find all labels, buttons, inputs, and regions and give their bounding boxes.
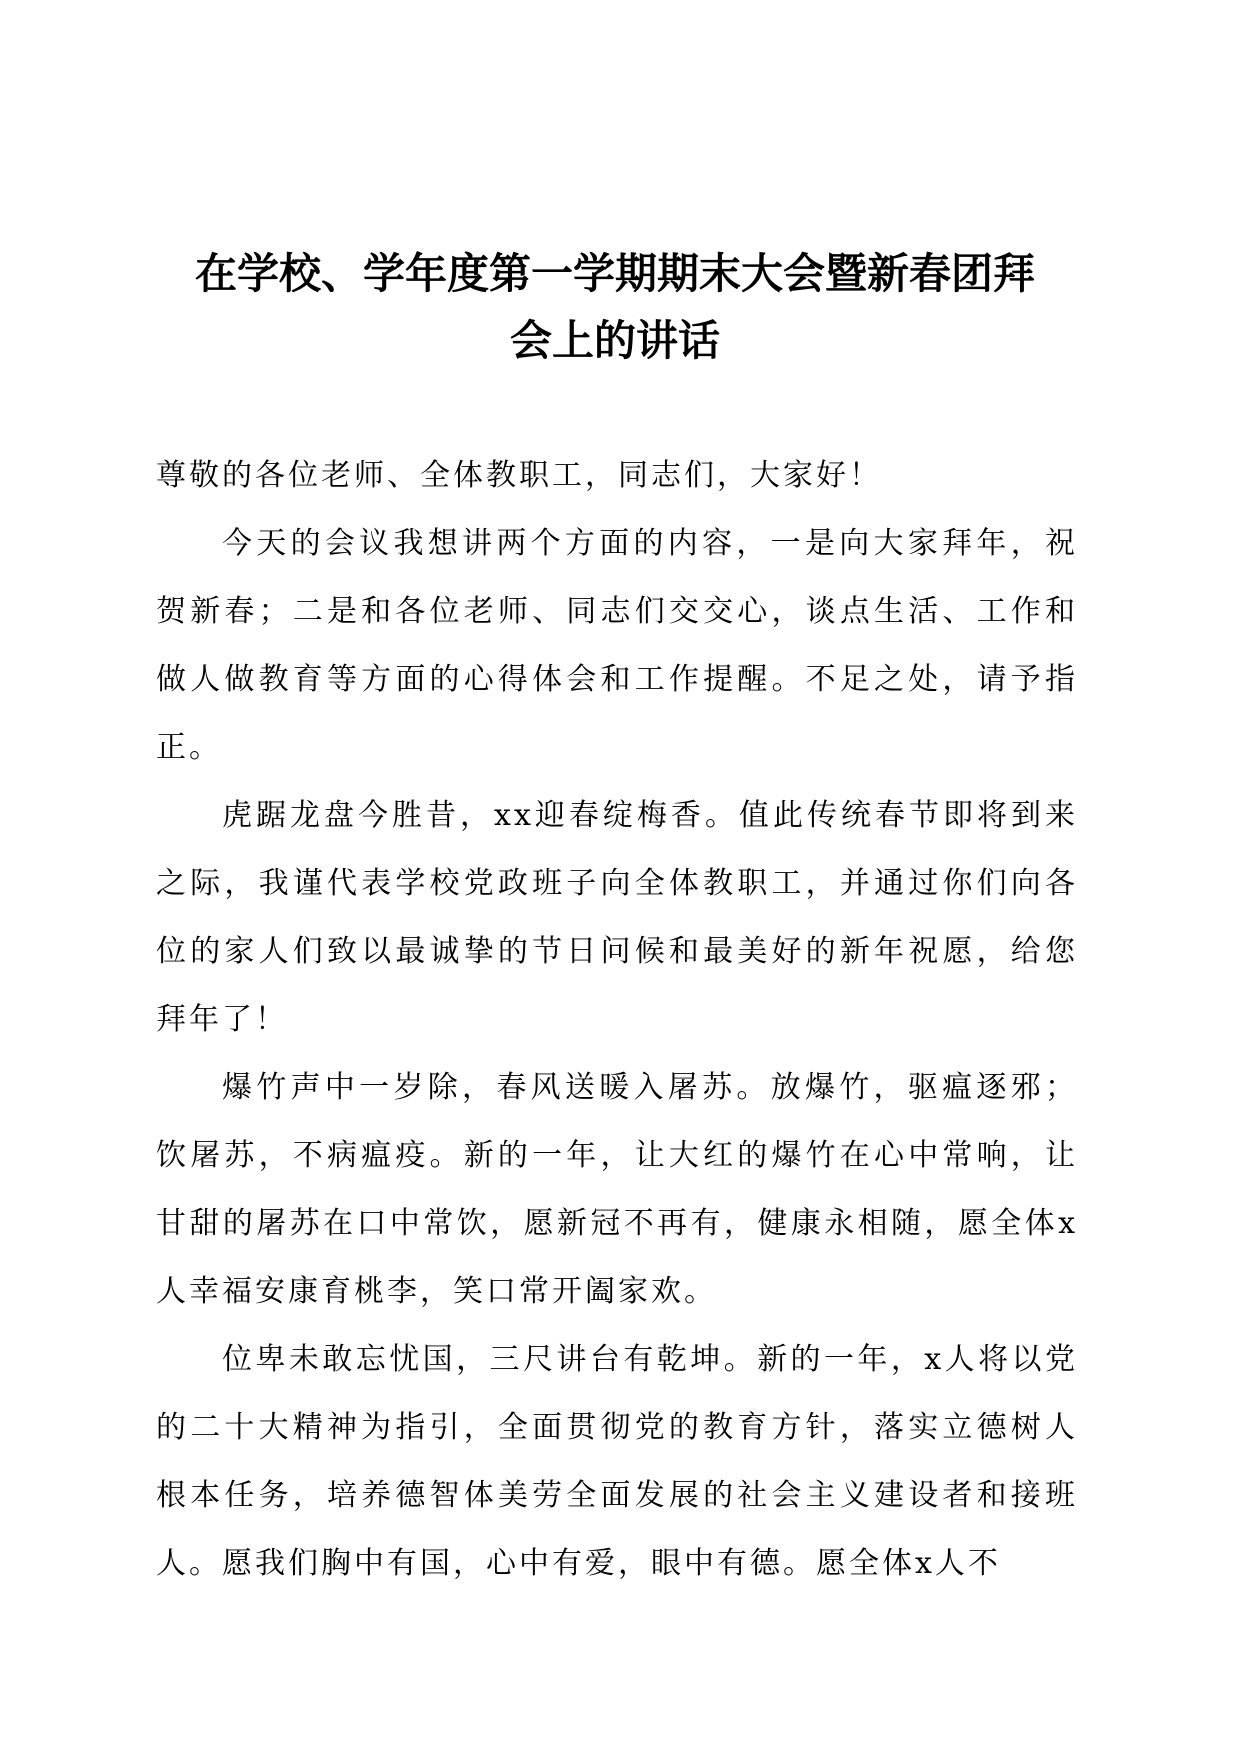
title-line-1: 在学校、学年度第一学期期末大会暨新春团拜 (194, 249, 1035, 298)
document-title (150, 240, 1080, 374)
paragraph-1: 今天的会议我想讲两个方面的内容，一是向大家拜年，祝贺新春；二是和各位老师、同志们交交心，谈点生活、工作和做人做教育等方面的心得体会和工作提醒。不足之处，请予指正。 (156, 526, 1078, 765)
title-line-2: 会上的讲话 (509, 316, 720, 365)
paragraph-4: 位卑未敢忘忧国，三尺讲台有乾坤。新的一年，x人将以党的二十大精神为指引，全面贯彻党的教育方针，落实立德树人根本任务，培养德智体美劳全面发展的社会主义建设者和接班人。愿我们胸中有国，心中有爱，眼中有德。愿全体x人不 (156, 1342, 1078, 1581)
paragraph-3: 爆竹声中一岁除，春风送暖入屠苏。放爆竹，驱瘟逐邪；饮屠苏，不病瘟疫。新的一年，让大红的爆竹在心中常响，让甘甜的屠苏在口中常饮，愿新冠不再有，健康永相随，愿全体x人幸福安康育桃李，笑口常开阖家欢。 (156, 1070, 1078, 1309)
salutation: 尊敬的各位老师、全体教职工，同志们，大家好！ (156, 458, 882, 493)
document-body (156, 442, 1078, 1598)
paragraph-2: 虎踞龙盘今胜昔，xx迎春绽梅香。值此传统春节即将到来之际，我谨代表学校党政班子向全体教职工，并通过你们向各位的家人们致以最诚挚的节日问候和最美好的新年祝愿，给您拜年了！ (156, 798, 1078, 1037)
